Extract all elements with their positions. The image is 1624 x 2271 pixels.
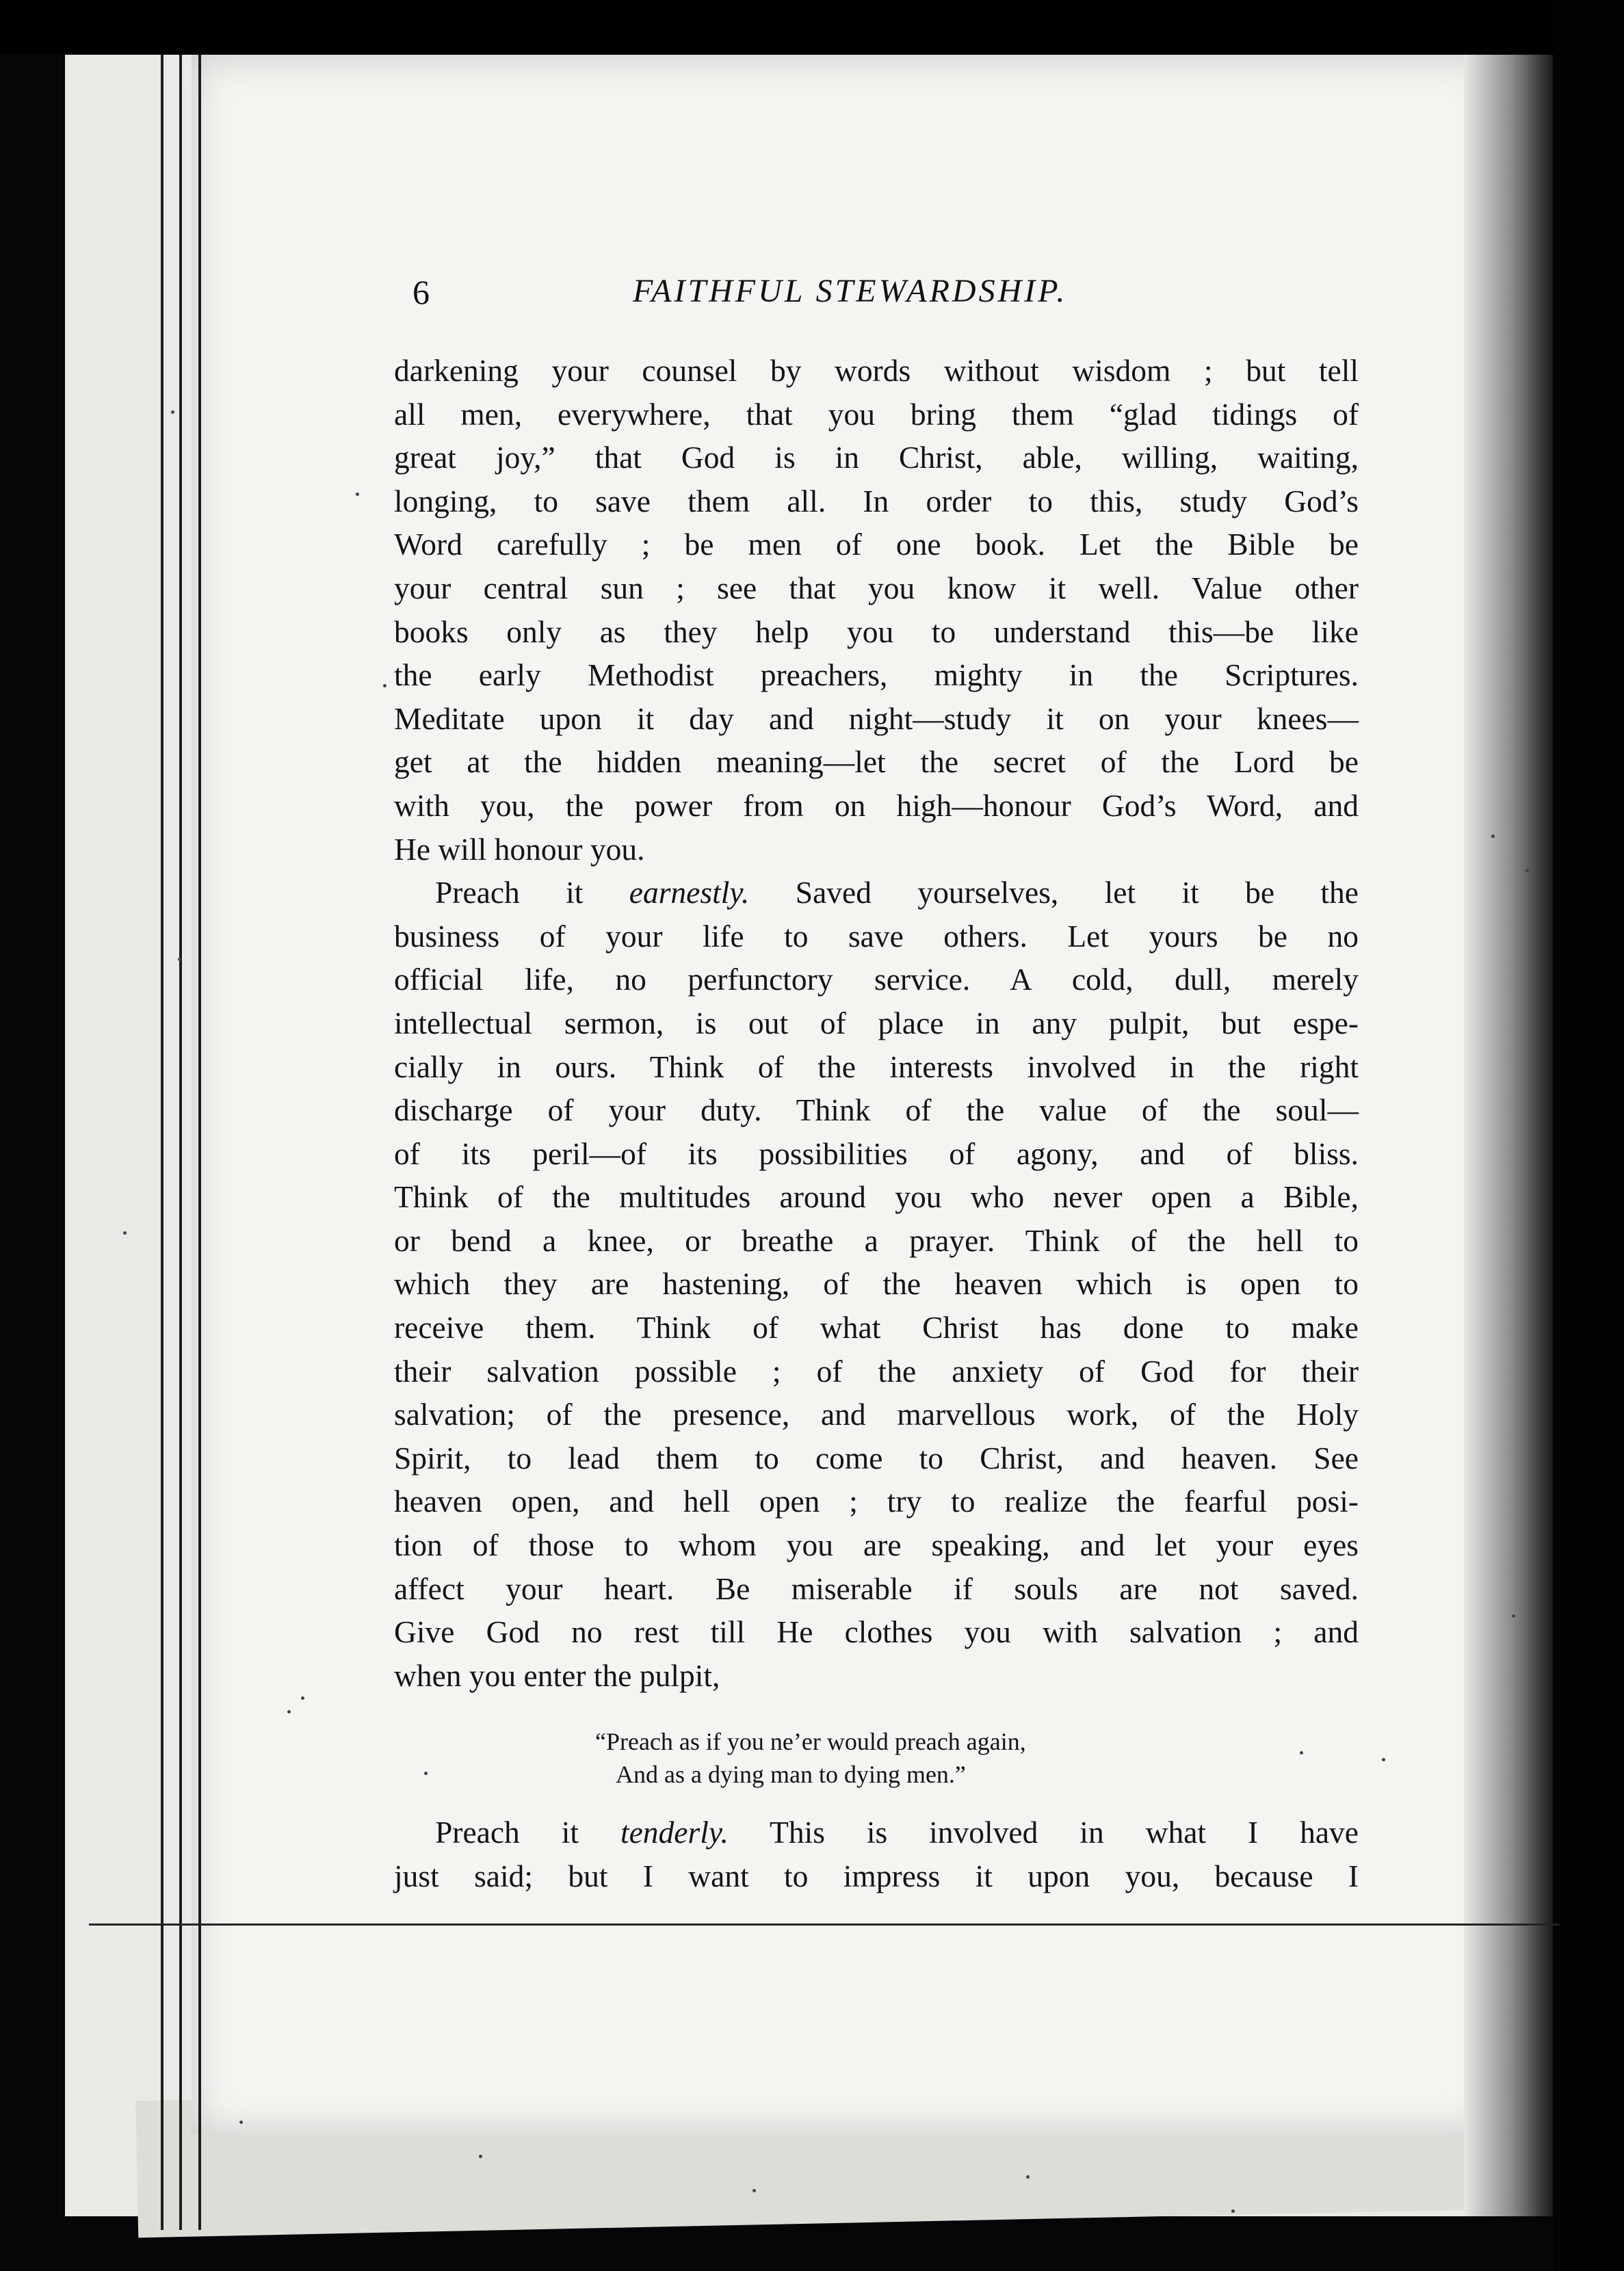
text-run: This is involved in what I have bbox=[728, 1815, 1359, 1850]
text-line: tion of those to whom you are speaking, and let your eyes bbox=[394, 1527, 1359, 1563]
text-line: longing, to save them all. In order to this, study God’s bbox=[394, 483, 1359, 518]
text-run: Saved yourselves, let it be the bbox=[749, 875, 1359, 910]
text-line: darkening your counsel by words without wisdom ; but tell bbox=[394, 353, 1359, 388]
text-line: just said; but I want to impress it upon you, because I bbox=[394, 1858, 1359, 1893]
scan-right-border bbox=[1553, 0, 1624, 2271]
text-line: their salvation possible ; of the anxiety of God for their bbox=[394, 1353, 1359, 1389]
text-line: books only as they help you to understand this—be like bbox=[394, 614, 1359, 649]
text-line: which they are hastening, of the heaven which is open to bbox=[394, 1266, 1359, 1302]
scan-speck bbox=[1231, 2209, 1235, 2213]
text-line: of its peril—of its possibilities of agony, and of bliss. bbox=[394, 1136, 1359, 1171]
quote-line: “Preach as if you ne’er would preach again, bbox=[595, 1728, 1026, 1755]
scan-speck bbox=[301, 1696, 304, 1700]
scan-speck bbox=[239, 2121, 243, 2124]
scan-speck bbox=[287, 1710, 291, 1714]
scan-speck bbox=[479, 2155, 482, 2158]
text-line: Word carefully ; be men of one book. Let the Bible be bbox=[394, 527, 1359, 562]
scan-speck bbox=[383, 684, 387, 687]
scan-speck bbox=[1491, 835, 1495, 838]
binding-edge-line bbox=[198, 55, 201, 2230]
text-line: discharge of your duty. Think of the value of the soul— bbox=[394, 1092, 1359, 1128]
text-line: get at the hidden meaning—let the secret of the Lord be bbox=[394, 744, 1359, 780]
text-line: heaven open, and hell open ; try to realize the fearful posi- bbox=[394, 1484, 1359, 1519]
text-line: business of your life to save others. Let yours be no bbox=[394, 918, 1359, 954]
text-line: salvation; of the presence, and marvellous work, of the Holy bbox=[394, 1397, 1359, 1432]
scan-top-border bbox=[0, 0, 1624, 55]
text-line: affect your heart. Be miserable if souls are not saved. bbox=[394, 1571, 1359, 1606]
text-line: cially in ours. Think of the interests involved in the right bbox=[394, 1049, 1359, 1084]
page-number: 6 bbox=[412, 273, 430, 311]
paragraph-opening-line bbox=[394, 871, 1359, 915]
text-run: Preach it bbox=[435, 1815, 620, 1850]
scan-speck bbox=[1026, 2175, 1030, 2179]
scan-speck bbox=[123, 1231, 127, 1235]
running-title: FAITHFUL STEWARDSHIP. bbox=[633, 273, 1068, 309]
binding-edge-line bbox=[179, 55, 182, 2230]
text-line: receive them. Think of what Christ has done to make bbox=[394, 1310, 1359, 1345]
quote-line: And as a dying man to dying men.” bbox=[616, 1761, 966, 1788]
text-line: Give God no rest till He clothes you with salvation ; and bbox=[394, 1614, 1359, 1650]
text-line: when you enter the pulpit, bbox=[394, 1657, 720, 1693]
scan-speck bbox=[356, 493, 359, 496]
paragraph-opening-line bbox=[394, 1811, 1359, 1854]
page-fold-line bbox=[89, 1924, 1560, 1926]
verse-quotation bbox=[595, 1725, 1156, 1791]
body-text bbox=[394, 349, 1359, 1697]
text-line: He will honour you. bbox=[394, 831, 645, 867]
text-line: Meditate upon it day and night—study it on your knees— bbox=[394, 700, 1359, 736]
scan-speck bbox=[752, 2189, 756, 2192]
scan-speck bbox=[171, 410, 174, 414]
text-line: your central sun ; see that you know it well. Value other bbox=[394, 570, 1359, 605]
scan-speck bbox=[1300, 1751, 1303, 1755]
scan-speck bbox=[1525, 869, 1529, 872]
scan-speck bbox=[178, 958, 181, 961]
text-line: the early Methodist preachers, mighty in the Scriptures. bbox=[394, 657, 1359, 693]
text-line: Spirit, to lead them to come to Christ, and heaven. See bbox=[394, 1440, 1359, 1475]
scan-speck bbox=[1382, 1758, 1385, 1761]
text-line: great joy,” that God is in Christ, able, willing, waiting, bbox=[394, 440, 1359, 475]
page-gutter-shadow bbox=[1464, 55, 1553, 2216]
binding-edge-line bbox=[161, 55, 163, 2230]
text-line: intellectual sermon, is out of place in any pulpit, but espe- bbox=[394, 1005, 1359, 1040]
text-line: all men, everywhere, that you bring them “glad tidings of bbox=[394, 396, 1359, 432]
text-line: official life, no perfunctory service. A cold, dull, merely bbox=[394, 962, 1359, 997]
body-text bbox=[394, 1811, 1359, 1898]
scan-speck bbox=[424, 1772, 428, 1775]
emphasis-text: earnestly. bbox=[629, 875, 750, 910]
text-line: with you, the power from on high—honour God’s Word, and bbox=[394, 787, 1359, 823]
text-line: Think of the multitudes around you who never open a Bible, bbox=[394, 1179, 1359, 1215]
text-line: or bend a knee, or breathe a prayer. Think of the hell to bbox=[394, 1222, 1359, 1258]
emphasis-text: tenderly. bbox=[620, 1815, 729, 1850]
scan-speck bbox=[1512, 1614, 1515, 1618]
text-run: Preach it bbox=[435, 875, 629, 910]
